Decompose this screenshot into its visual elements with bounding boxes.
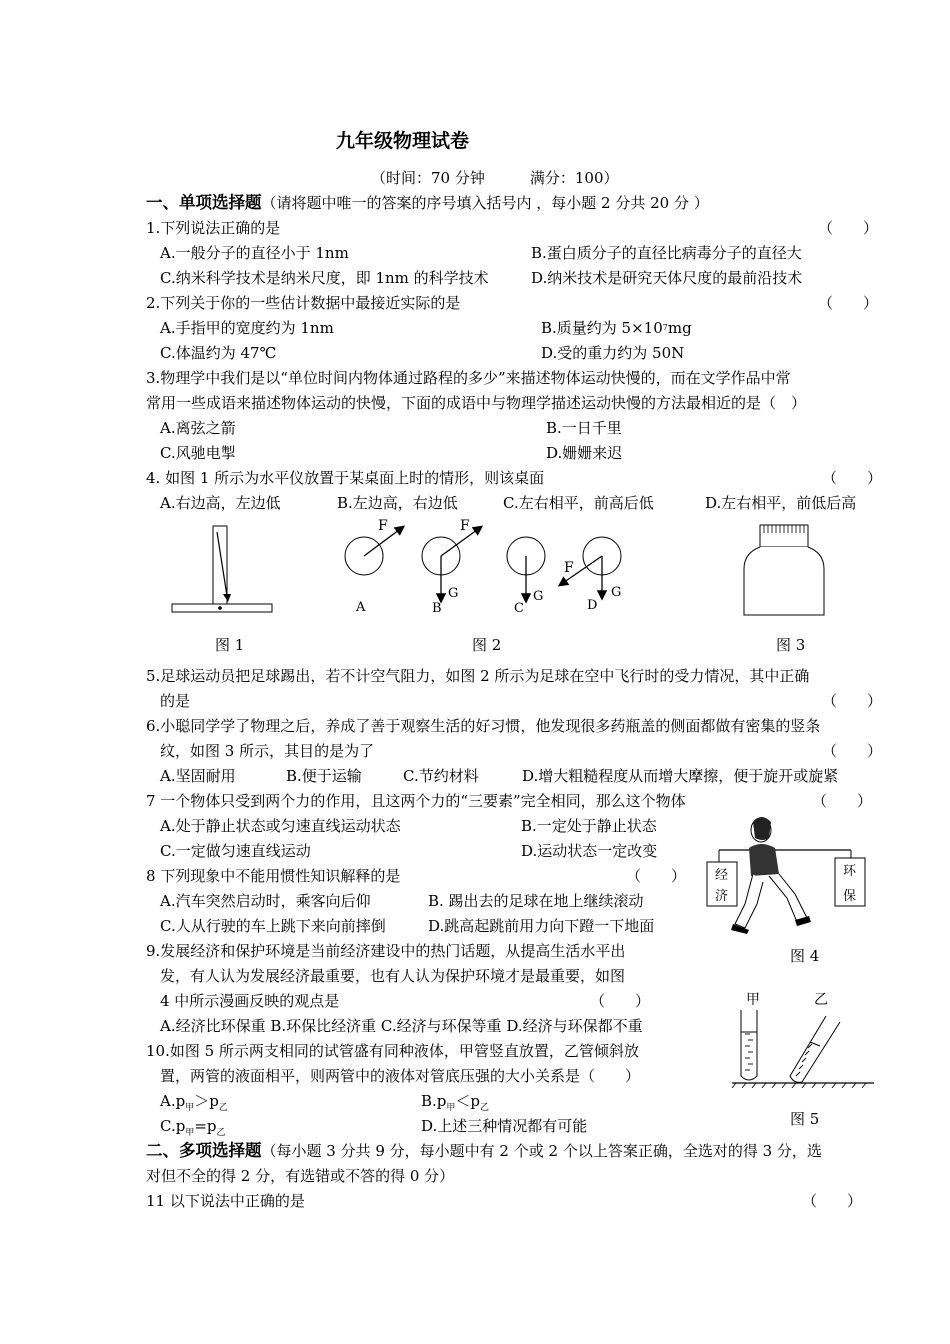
q2-stem: 2.下列关于你的一些估计数据中最接近实际的是	[146, 294, 461, 312]
q10-option-c: $C.p_甲=p_乙$	[160, 1117, 226, 1138]
q7-stem: 7 一个物体只受到两个力的作用，且这两个力的“三要素”完全相同，那么这个物体	[146, 792, 686, 810]
fig2-label-g-b: G	[448, 586, 459, 601]
q2-option-d: D.受的重力约为 50N	[541, 344, 685, 362]
page-title: 九年级物理试卷	[336, 130, 470, 152]
q3-stem-line2: 常用一些成语来描述物体运动的快慢，下面的成语中与物理学描述运动快慢的方法最相近的是（ ）	[146, 394, 807, 412]
q9-stem-line3: 4 中所示漫画反映的观点是	[160, 992, 340, 1010]
q8-option-c: C.人从行驶的车上跳下来向前摔倒	[160, 917, 386, 935]
fig2-label-c: C	[514, 601, 524, 615]
q10-stem-line2: 置，两管的液面相平，则两管中的液体对管底压强的大小关系是（ ）	[160, 1067, 641, 1085]
figure-1-level	[168, 524, 278, 616]
q9-stem-line1: 9.发展经济和保护环境是当前经济建设中的热门话题，从提高生活水平出	[146, 942, 626, 960]
fig2-label-d: D	[587, 598, 598, 613]
q7-option-a: A.处于静止状态或匀速直线运动状态	[160, 817, 401, 835]
q3-option-d: D.姗姗来迟	[546, 444, 623, 462]
fig4-right-char2: 保	[843, 889, 857, 904]
figure-1-caption: 图 1	[215, 636, 245, 654]
q1-option-c: C.纳米科学技术是纳米尺度，即 1nm 的科学技术	[160, 269, 489, 287]
fig2-label-f-a: F	[378, 518, 388, 534]
fig2-label-f-d: F	[564, 560, 574, 576]
q3-option-c: C.风驰电掣	[160, 444, 236, 462]
figure-3-bottle	[740, 521, 830, 621]
fig4-right-char1: 环	[843, 864, 857, 879]
q5-answer-blank[interactable]: （ ）	[822, 692, 883, 710]
q5-stem-line2: 的是	[160, 692, 191, 710]
q4-option-a: A.右边高，左边低	[160, 494, 281, 512]
q6-option-b: B.便于运输	[286, 767, 362, 785]
q5-stem-line1: 5.足球运动员把足球踢出，若不计空气阻力，如图 2 所示为足球在空中飞行时的受力情况，其中正确	[146, 667, 810, 685]
q1-stem: 1.下列说法正确的是	[146, 219, 281, 237]
section-2-note: （每小题 3 分共 9 分，每小题中有 2 个或 2 个以上答案正确，全选对的得 3 分，选	[261, 1142, 822, 1160]
q6-option-a: A.坚固耐用	[160, 767, 236, 785]
exam-info: （时间：70 分钟 满分：100）	[371, 169, 619, 187]
q7-option-b: B.一定处于静止状态	[521, 817, 657, 835]
figure-2-forces	[340, 515, 630, 615]
q2-option-b: B.质量约为 $5\times 10^7mg$	[541, 319, 692, 337]
q10-option-d: D.上述三种情况都有可能	[421, 1117, 588, 1135]
section-2-title: 二、多项选择题	[146, 1141, 262, 1160]
q9-stem-line2: 发，有人认为发展经济最重要，也有人认为保护环境才是最重要，如图	[160, 967, 626, 985]
fig5-label-yi: 乙	[814, 992, 828, 1008]
q1-option-d: D.纳米技术是研究天体尺度的最前沿技术	[531, 269, 803, 287]
section-2-header	[146, 1141, 822, 1161]
section-2-note-line2: 对但不全的得 2 分，有选错或不答的得 0 分）	[146, 1167, 455, 1185]
q11-answer-blank[interactable]: （ ）	[802, 1192, 863, 1210]
fig2-label-a: A	[356, 600, 366, 615]
q4-option-c: C.左右相平，前高后低	[503, 494, 654, 512]
figure-5-caption: 图 5	[790, 1110, 820, 1128]
q6-stem-line1: 6.小聪同学学了物理之后，养成了善于观察生活的好习惯，他发现很多药瓶盖的侧面都做有密集的竖条	[146, 717, 821, 735]
section-1-header	[146, 193, 709, 213]
q4-answer-blank[interactable]: （ ）	[822, 469, 883, 487]
q3-stem-line1: 3.物理学中我们是以“单位时间内物体通过路程的多少”来描述物体运动快慢的，而在文学作品中常	[146, 369, 791, 387]
q6-option-c: C.节约材料	[403, 767, 479, 785]
figure-5-test-tubes	[728, 988, 878, 1088]
figure-4-caption: 图 4	[790, 947, 820, 965]
fig2-label-g-d: G	[611, 585, 622, 600]
figure-2-caption: 图 2	[472, 636, 502, 654]
q8-stem: 8 下列现象中不能用惯性知识解释的是	[146, 867, 401, 885]
q4-stem: 4. 如图 1 所示为水平仪放置于某桌面上时的情形，则该桌面	[146, 469, 545, 487]
q8-option-b: B. 踢出去的足球在地上继续滚动	[428, 892, 644, 910]
q3-option-a: A.离弦之箭	[160, 419, 236, 437]
q6-answer-blank[interactable]: （ ）	[822, 742, 883, 760]
q4-option-b: B.左边高，右边低	[337, 494, 458, 512]
q9-answer-blank[interactable]: （ ）	[590, 992, 651, 1010]
q3-option-b: B.一日千里	[546, 419, 622, 437]
fig2-label-g-c: G	[533, 589, 544, 604]
q10-option-a: $A.p_甲>p_乙$	[160, 1092, 228, 1113]
q2-option-c: C.体温约为 47℃	[160, 344, 277, 362]
q9-options: A.经济比环保重 B.环保比经济重 C.经济与环保等重 D.经济与环保都不重	[160, 1017, 643, 1035]
fig2-label-b: B	[432, 601, 442, 615]
q10-stem-line1: 10.如图 5 所示两支相同的试管盛有同种液体，甲管竖直放置，乙管倾斜放	[146, 1042, 639, 1060]
fig4-left-char2: 济	[715, 889, 729, 904]
fig4-left-char1: 经	[715, 868, 729, 883]
q8-option-d: D.跳高起跳前用力向下蹬一下地面	[428, 917, 655, 935]
q2-answer-blank[interactable]: （ ）	[818, 294, 879, 312]
figure-4-cartoon	[705, 812, 875, 940]
q7-option-c: C.一定做匀速直线运动	[160, 842, 311, 860]
q10-option-b: $B.p_甲<p_乙$	[421, 1092, 490, 1113]
q7-option-d: D.运动状态一定改变	[521, 842, 658, 860]
q2-option-a: A.手指甲的宽度约为 1nm	[160, 319, 334, 337]
q7-answer-blank[interactable]: （ ）	[812, 792, 873, 810]
section-1-note: （请将题中唯一的答案的序号填入括号内 ，每小题 2 分共 20 分 ）	[261, 194, 709, 212]
q8-option-a: A.汽车突然启动时，乘客向后仰	[160, 892, 371, 910]
q4-option-d: D.左右相平，前低后高	[705, 494, 857, 512]
q11-stem: 11 以下说法中正确的是	[146, 1192, 305, 1210]
q1-option-a: A.一般分子的直径小于 1nm	[160, 244, 349, 262]
figure-3-caption: 图 3	[776, 636, 806, 654]
q1-answer-blank[interactable]: （ ）	[818, 219, 879, 237]
q8-answer-blank[interactable]: （ ）	[626, 867, 687, 885]
section-1-title: 一、单项选择题	[146, 193, 262, 212]
q1-option-b: B.蛋白质分子的直径比病毒分子的直径大	[531, 244, 802, 262]
q6-option-d: D.增大粗糙程度从而增大摩擦，便于旋开或旋紧	[522, 767, 839, 785]
fig5-label-jia: 甲	[746, 992, 760, 1008]
q6-stem-line2: 纹，如图 3 所示，其目的是为了	[160, 742, 375, 760]
fig2-label-f-b: F	[460, 518, 470, 534]
